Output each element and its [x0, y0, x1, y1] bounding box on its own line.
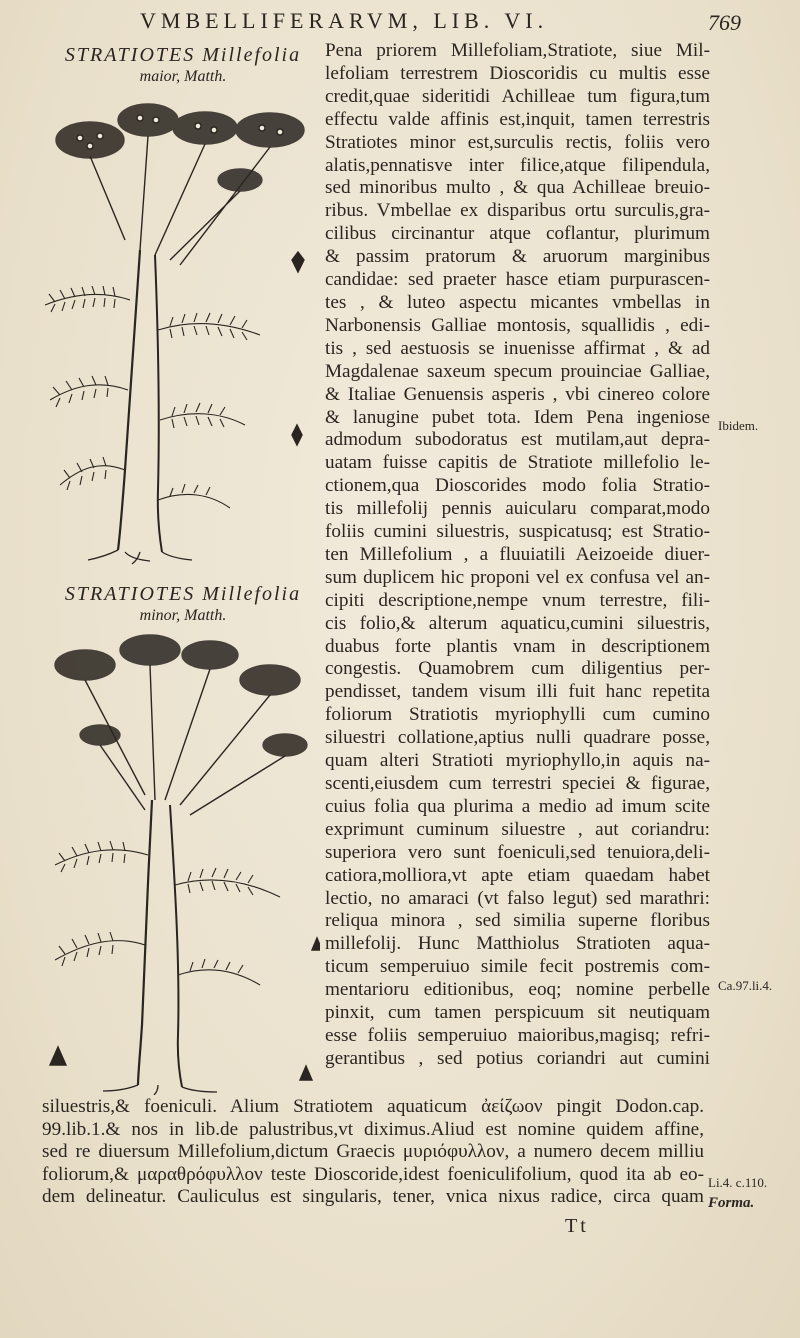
woodcut-plant-minor [30, 625, 320, 1095]
caption-title: STRATIOTES Millefolia [64, 44, 302, 66]
text-line: tis millefolij pennis auicularu comparat,modo [325, 498, 710, 520]
text-line: effectu valde affinis est,inquit, tamen terrestris [325, 108, 710, 130]
text-line: credit,quae sideritidi Achilleae tum figura,tum [325, 85, 710, 107]
text-line: esse foliis semperuiuo maioribus,magisq; refri- [325, 1024, 710, 1046]
text-line: siluestri collatione,aptius nulli quadrare posse, [325, 727, 710, 749]
text-line: sed re diuersum Millefolium,dictum Graecis μυριόφυλλον, a numero decem milliu [42, 1141, 704, 1163]
text-line: scenti,eiusdem cum terrestri speciei & figurae, [325, 773, 710, 794]
text-line: superiora vero sunt foeniculi,sed tenuiora,deli- [325, 841, 710, 863]
text-line: congestis. Quamobrem cum diligentius per- [325, 658, 710, 680]
text-line: ticum semperuiuo simile fecit postremis com- [325, 956, 710, 978]
body-text-column [325, 40, 710, 1071]
text-line: ten Millefolium , a fluuiatili Aeizoeide diuer- [325, 543, 710, 565]
margin-note-chapter: Ca.97.li.4. [718, 978, 773, 993]
text-line: reliqua minora , sed similia superne floribus [325, 910, 710, 932]
page-number: 769 [708, 10, 741, 35]
text-line: foliorum Stratiotis myriophylli cum cumino [325, 704, 710, 726]
text-line: tes , & luteo aspectu micantes vmbellas in [325, 291, 710, 313]
text-line: dem delineatur. Cauliculus est singularis, tener, vnica nixus radice, circa quam [42, 1186, 704, 1208]
text-line: cipiti descriptione,nempe vnum terrestre, fili- [325, 589, 710, 611]
text-line: & Italiae Genuensis asperis , vbi cinereo colore [325, 383, 710, 405]
text-line: & passim pratorum & aruorum marginibus [325, 246, 710, 268]
text-line: 99.lib.1.& nos in lib.de palustribus,vt diximus.Aliud est nomine quidem affine, [42, 1118, 704, 1140]
text-line: cuius folia qua plurima a medio ad imum scite [325, 795, 710, 817]
text-line: tis , sed aestuosis se inuenisse affirmat , & ad [325, 337, 710, 359]
text-line: lectio, no amaraci (vt falso legut) sed marathri: [325, 887, 710, 909]
text-line: alatis,pennatisve inter filice,atque filipendula, [325, 154, 710, 176]
figure-caption-major [58, 44, 308, 88]
caption-title: STRATIOTES Millefolia [64, 583, 302, 605]
figure-caption-minor [58, 583, 308, 627]
text-line: mentarioru editionibus, eoq; nomine perbelle [325, 979, 710, 1001]
margin-note-forma: Forma. [708, 1195, 755, 1211]
text-line: gerantibus , sed potius coriandri aut cumini [325, 1047, 710, 1069]
text-line: duabus forte plantis vnam in descriptionem [325, 635, 710, 657]
text-line: sed minoribus multo , & qua Achilleae breuio- [325, 177, 710, 199]
text-line: catiora,molliora,vt apte etiam quaedam habet [325, 864, 710, 886]
text-line: ctionem,qua Dioscorides modo folia Stratio- [325, 475, 710, 497]
text-line: foliorum,& μαραθρόφυλλον teste Dioscoride,idest foeniculifolium, quod ita ab eo- [42, 1163, 704, 1185]
text-line: millefolij. Hunc Matthiolus Stratioten aqua- [325, 933, 710, 955]
text-line: exprimunt cuminum siluestre , aut coriandru: [325, 818, 710, 840]
margin-note-book: Li.4. c.110. [708, 1175, 768, 1190]
text-line: uatam fuisse capitis de Stratiote millefolio le- [325, 452, 710, 474]
signature-mark: Tt [565, 1215, 589, 1237]
text-line: candidae: sed praeter hasce etiam purpurascen- [325, 269, 710, 291]
text-line: sum duplicem hic proponi vel ex confusa vel an- [325, 566, 710, 588]
running-title: VMBELLIFERARVM, LIB. VI. [140, 8, 549, 33]
body-text-full-width [42, 1096, 704, 1209]
text-line: Pena priorem Millefoliam,Stratiote, siue Mil- [325, 40, 710, 61]
text-line: Narbonensis Galliae montosis, squallidis , edi- [325, 314, 710, 336]
caption-subtitle: maior, Matth. [139, 68, 227, 85]
text-line: ribus. Vmbellae ex disparibus ortu surculis,gra- [325, 200, 710, 222]
text-line: admodum subodoratus est mutilam,aut depra- [325, 429, 710, 451]
text-line: Magdalenae saxeum specum prouinciae Galliae, [325, 360, 710, 382]
caption-subtitle: minor, Matth. [139, 607, 227, 624]
text-line: pendisset, tandem visum illi fuit hanc repetita [325, 681, 710, 703]
text-line: cilibus circinantur atque coflantur, plurimum [325, 223, 710, 245]
text-line: pinxit, cum tamen perspicuum sit neutiquam [325, 1002, 710, 1024]
text-line: foliis cumini siluestris, suspicatusq; est Stratio- [325, 521, 710, 543]
woodcut-plant-major [30, 90, 320, 565]
text-line: cis folio,& alterum aquaticu,cumini siluestris, [325, 612, 710, 634]
text-line: siluestris,& foeniculi. Alium Stratiotem aquaticum ἀείζωον pingit Dodon.cap. [42, 1096, 704, 1117]
margin-note-ibidem: Ibidem. [718, 418, 759, 433]
text-line: & lanugine pubet tota. Idem Pena ingeniose [325, 406, 710, 428]
text-line: quam alteri Stratioti myriophyllo,in aquis na- [325, 750, 710, 772]
text-line: lefoliam terrestrem Dioscoridis cu multis esse [325, 62, 710, 84]
text-line: Stratiotes minor est,surculis rectis, foliis vero [325, 131, 710, 153]
